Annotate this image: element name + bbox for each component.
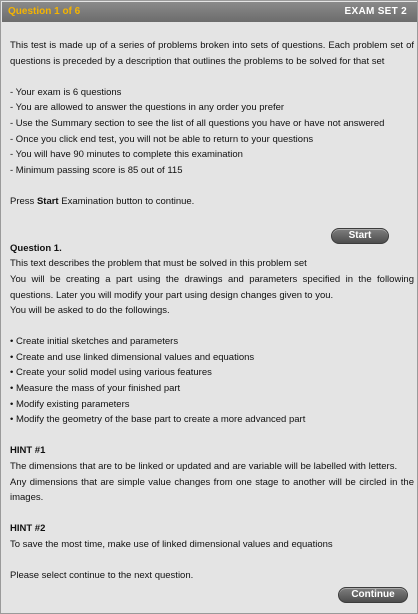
- hint1-line: Any dimensions that are simple value changes from one stage to another will be circled in the images.: [10, 476, 414, 504]
- footer-instruction: Please select continue to the next question.: [10, 570, 194, 582]
- question-line: You will be creating a part using the drawings and parameters specified in the following questions. Later you will modify your part using design changes given to you.: [10, 273, 414, 301]
- task-item: • Modify existing parameters: [10, 398, 130, 410]
- question-counter: Question 1 of 6: [8, 6, 81, 17]
- header-bar: [2, 2, 417, 22]
- task-item: • Create and use linked dimensional values and equations: [10, 351, 255, 363]
- rule-item: - Minimum passing score is 85 out of 115: [10, 164, 183, 176]
- rule-item: - Your exam is 6 questions: [10, 86, 122, 98]
- continue-button[interactable]: Continue: [338, 587, 408, 603]
- rule-item: - You are allowed to answer the questions in any order you prefer: [10, 102, 285, 114]
- hint1-title: HINT #1: [10, 445, 46, 457]
- press-start-text: Press Start Examination button to continue.: [10, 195, 195, 207]
- hint1-line: The dimensions that are to be linked or updated and are variable will be labelled with letters.: [10, 461, 398, 473]
- hint2-line: To save the most time, make use of linked dimensional values and equations: [10, 539, 333, 550]
- task-item: • Create initial sketches and parameters: [10, 336, 179, 348]
- question-title: Question 1.: [10, 242, 62, 254]
- rule-item: - Use the Summary section to see the list of all questions you have or have not answered: [10, 117, 385, 129]
- task-item: • Create your solid model using various features: [10, 367, 212, 379]
- rule-item: - Once you click end test, you will not be able to return to your questions: [10, 133, 314, 145]
- rule-item: - You will have 90 minutes to complete this examination: [10, 149, 243, 161]
- question-line: You will be asked to do the followings.: [10, 305, 170, 317]
- intro-paragraph: This test is made up of a series of problems broken into sets of questions. Each problem set of questions is preceded by a description that outlines the problems to be solved for that set: [10, 40, 414, 67]
- task-item: • Modify the geometry of the base part to create a more advanced part: [10, 414, 306, 426]
- start-button[interactable]: Start: [331, 228, 389, 244]
- exam-set-label: EXAM SET 2: [344, 6, 407, 17]
- question-line: This text describes the problem that must be solved in this problem set: [10, 258, 307, 270]
- hint2-title: HINT #2: [10, 523, 46, 535]
- task-item: • Measure the mass of your finished part: [10, 383, 181, 395]
- instructions-content: [10, 38, 414, 584]
